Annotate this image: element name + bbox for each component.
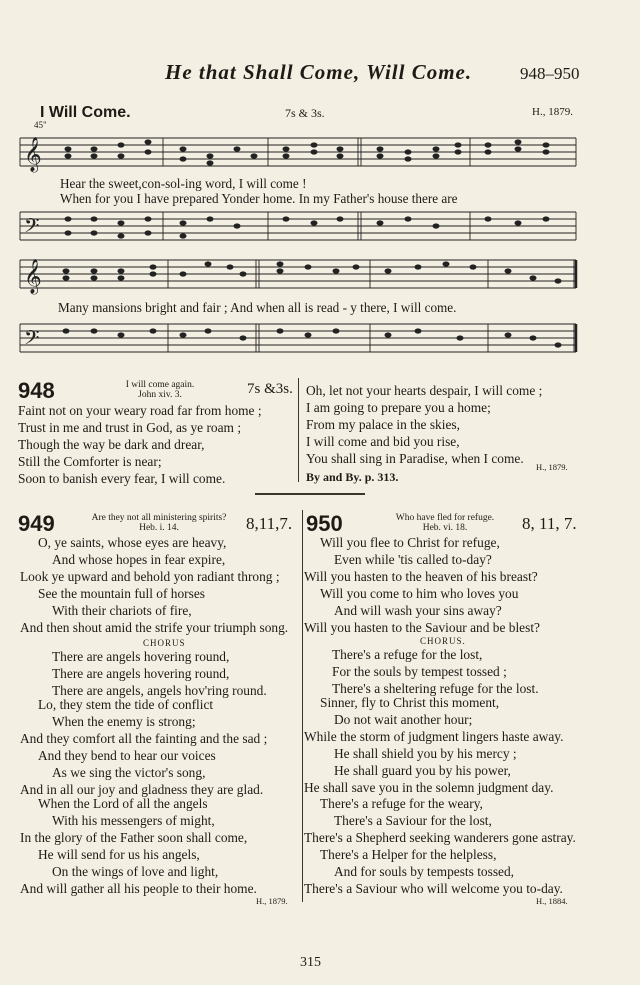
verse-line: There's a Saviour for the lost, [334, 813, 492, 828]
verse-line: Will you come to him who loves you [320, 586, 519, 601]
hymn-author: H., 1884. [536, 896, 568, 906]
hymn-949-stanza-2 [20, 696, 267, 798]
verse-line: Even while 'tis called to-day? [334, 552, 492, 567]
verse-line: And will gather all his people to their home. [20, 881, 257, 896]
verse-line: See the mountain full of horses [38, 586, 205, 601]
hymn-number-950: 950 [306, 511, 343, 536]
verse-line: Trust in me and trust in God, as ye roam ; [18, 420, 242, 435]
page-title: He that Shall Come, Will Come. [165, 60, 473, 84]
verse-line: And for souls by tempests tossed, [334, 864, 515, 879]
verse-line: Will you flee to Christ for refuge, [320, 535, 500, 550]
ref-citation: John xiv. 3. [138, 390, 182, 400]
verse-line: Will you hasten to the heaven of his breast? [304, 569, 538, 584]
verse-line: From my palace in the skies, [306, 417, 460, 432]
hymn-949-chorus [52, 648, 267, 699]
svg-text:𝄢: 𝄢 [24, 216, 40, 242]
verse-line: Faint not on your weary road far from home ; [18, 403, 262, 418]
ref-text: Who have fled for refuge. [395, 513, 495, 523]
hymn-range: 948–950 [520, 64, 580, 83]
cross-reference: By and By. p. 313. [306, 470, 399, 484]
verse-line: Do not wait another hour; [334, 712, 473, 727]
svg-text:𝄞: 𝄞 [24, 260, 42, 293]
verse-line: Will you hasten to the Saviour and be blest? [304, 620, 540, 635]
lyric-line: Many mansions bright and fair ; And when all is read - y there, I will come. [58, 300, 457, 315]
verse-line: There's a Helper for the helpless, [320, 847, 497, 862]
verse-line: Look ye upward and behold yon radiant throng ; [20, 569, 280, 584]
verse-line: And will wash your sins away? [334, 603, 502, 618]
scripture-reference [74, 513, 244, 533]
verse-line: You shall sing in Paradise, when I come. [306, 451, 524, 466]
verse-line: Soon to banish every fear, I will come. [18, 471, 226, 486]
hymn-meter: 7s &3s. [247, 381, 293, 397]
verse-line: He shall shield you by his mercy ; [334, 746, 517, 761]
hymn-950-stanza-1 [304, 534, 540, 636]
section-divider [255, 493, 365, 495]
verse-line: There's a Shepherd seeking wanderers gone astray. [304, 830, 576, 845]
hymn-number-948: 948 [18, 378, 55, 403]
verse-line: When the enemy is strong; [52, 714, 196, 729]
lyric-line: Hear the sweet,con-sol-ing word, I will come ! [60, 176, 307, 191]
verse-line: I am going to prepare you a home; [306, 400, 491, 415]
verse-line: There are angels hovering round, [52, 649, 230, 664]
verse-line: He shall guard you by his power, [334, 763, 511, 778]
tune-meter: 7s & 3s. [285, 106, 325, 120]
page-number: 315 [300, 955, 321, 970]
verse-line: With his messengers of might, [52, 813, 215, 828]
verse-line: When the Lord of all the angels [38, 796, 208, 811]
ref-citation: Heb. i. 14. [139, 523, 179, 533]
tune-author: H., 1879. [532, 106, 573, 118]
verse-line: As we sing the victor's song, [52, 765, 206, 780]
verse-line: O, ye saints, whose eyes are heavy, [38, 535, 227, 550]
verse-line: Sinner, fly to Christ this moment, [320, 695, 500, 710]
verse-line: And they comfort all the fainting and the sad ; [20, 731, 268, 746]
hymn-948-verse-left [18, 402, 262, 487]
verse-line: For the souls by tempest tossed ; [332, 664, 507, 679]
svg-text:𝄞: 𝄞 [24, 138, 42, 171]
verse-line: Still the Comforter is near; [18, 454, 162, 469]
verse-line: And then shout amid the strife your triumph song. [20, 620, 289, 635]
ref-citation: Heb. vi. 18. [422, 523, 468, 533]
tempo-mark: 45" [34, 120, 47, 130]
verse-line: And whose hopes in fear expire, [52, 552, 226, 567]
scripture-reference [110, 380, 210, 400]
verse-line: There's a refuge for the weary, [320, 796, 483, 811]
chorus-label: CHORUS. [420, 636, 466, 646]
hymn-author: H., 1879. [536, 462, 568, 472]
verse-line: And in all our joy and gladness they are glad. [20, 782, 264, 797]
verse-line: Though the way be dark and drear, [18, 437, 205, 452]
verse-line: There's a sheltering refuge for the lost. [332, 681, 539, 696]
column-divider [298, 378, 299, 482]
svg-text:𝄢: 𝄢 [24, 328, 40, 354]
music-staff-bass-2 [18, 318, 580, 362]
verse-line: There are angels, angels hov'ring round. [52, 683, 267, 698]
hymn-950-chorus [332, 646, 539, 697]
verse-line: Oh, let not your hearts despair, I will come ; [306, 383, 543, 398]
chorus-label: CHORUS [143, 638, 186, 648]
ref-text: Are they not all ministering spirits? [91, 513, 227, 523]
verse-line: He will send for us his angels, [38, 847, 200, 862]
hymn-number-949: 949 [18, 511, 55, 536]
lyric-line: When for you I have prepared Yonder home. In my Father's house there are [60, 191, 458, 206]
verse-line: With their chariots of fire, [52, 603, 192, 618]
verse-line: There's a refuge for the lost, [332, 647, 483, 662]
hymn-author: H., 1879. [256, 896, 288, 906]
hymn-meter: 8, 11, 7. [522, 514, 577, 533]
music-staff-bass-1 [18, 206, 580, 246]
hymn-950-stanza-3 [304, 795, 576, 897]
verse-line: And they bend to hear our voices [38, 748, 216, 763]
tune-name: I Will Come. [40, 104, 131, 121]
verse-line: In the glory of the Father soon shall come, [20, 830, 248, 845]
verse-line: I will come and bid you rise, [306, 434, 460, 449]
verse-line: He shall save you in the solemn judgment day. [304, 780, 554, 795]
ref-text: I will come again. [125, 380, 195, 390]
music-staff-treble-2 [18, 252, 580, 296]
hymn-950-stanza-2 [304, 694, 563, 796]
hymn-948-verse-right [306, 382, 542, 467]
verse-line: Lo, they stem the tide of conflict [38, 697, 214, 712]
hymn-949-stanza-3 [20, 795, 257, 897]
verse-line: While the storm of judgment lingers haste away. [304, 729, 564, 744]
verse-line: There's a Saviour who will welcome you to-day. [304, 881, 563, 896]
verse-line: On the wings of love and light, [52, 864, 219, 879]
scripture-reference [370, 513, 520, 533]
verse-line: There are angels hovering round, [52, 666, 230, 681]
music-staff-treble-1 [18, 130, 580, 174]
column-divider [302, 510, 303, 902]
hymn-meter: 8,11,7. [246, 514, 293, 533]
hymn-949-stanza-1 [20, 534, 298, 636]
